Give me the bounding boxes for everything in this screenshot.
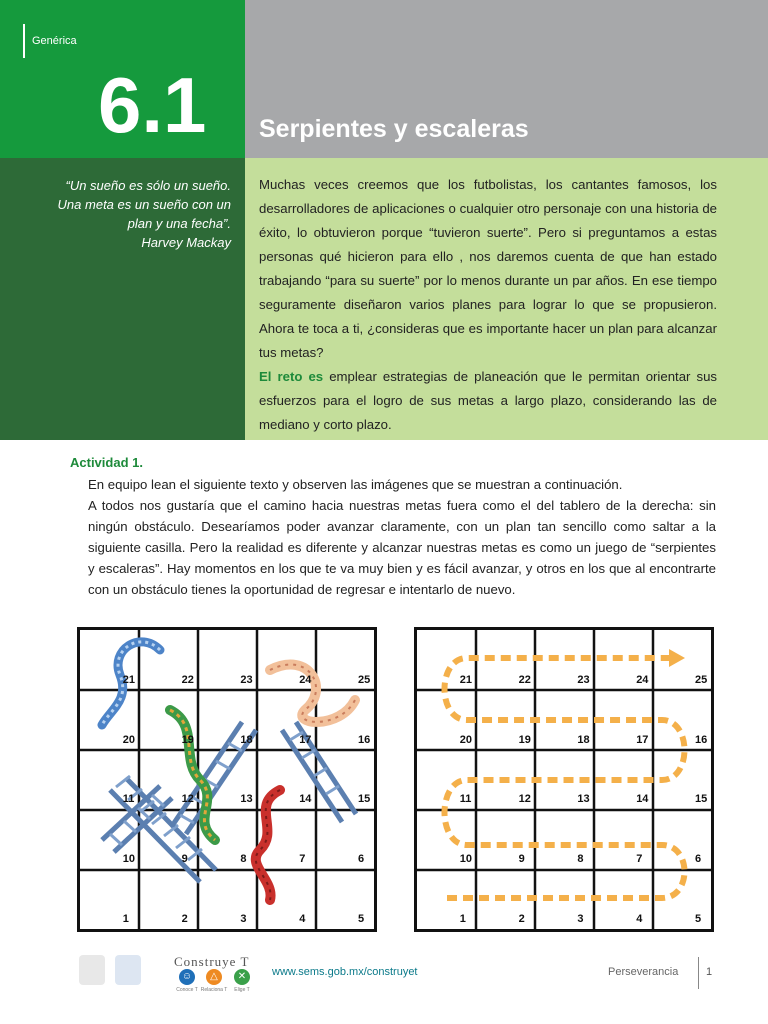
quote-line: “Un sueño es sólo un sueño. (65, 178, 231, 193)
quote-line: plan y una fecha”. (127, 216, 231, 231)
category-label: Genérica (32, 35, 77, 47)
board-cell-number: 25 (695, 673, 708, 686)
board-cell-number: 18 (577, 733, 590, 746)
board-cell-number: 20 (122, 733, 136, 746)
board-cell-number: 14 (299, 793, 312, 806)
board-cell-number: 12 (181, 793, 194, 806)
section-number: 6.1 (98, 61, 207, 149)
board-cell-number: 11 (459, 793, 472, 806)
activity-paragraph: A todos nos gustaría que el camino hacia nuestras metas fuera como el del tablero de la derecha: sin ningún obstáculo. Desearíamos poder avanzar claramente, con un plan tan sencillo como saltar a la siguiente casilla. Pero la realidad es diferente y alcanzar nuestras metas es como un juego de “serpientes y escaleras”. Hay momentos en los que te va muy bien y es fácil avanzar, y otros en los que al encontrarte con un obstáculo tienes la oportunidad de regresar e intentarlo de nuevo. (88, 498, 716, 597)
board-cell-number: 3 (240, 913, 247, 925)
board-cell-number: 9 (518, 853, 525, 866)
board-cell-number: 21 (459, 673, 473, 686)
board-cell-number: 9 (181, 853, 188, 866)
board-cell-number: 25 (358, 673, 371, 686)
footer-url[interactable]: www.sems.gob.mx/construyet (272, 966, 418, 978)
quote (21, 176, 231, 252)
sep-seal-icon (79, 955, 105, 985)
board-cell-number: 18 (240, 733, 253, 746)
board-cell-number: 1 (122, 913, 129, 925)
reto-text: emplear estrategias de planeación que le permitan orientar sus esfuerzos para el logro de sus metas a largo plazo, considerando las de mediano y corto plazo. (259, 369, 717, 432)
footer-section: Perseverancia (608, 966, 679, 978)
board-cell-number: 15 (358, 793, 371, 806)
board-cell-number: 24 (299, 673, 312, 686)
board-cell-number: 3 (577, 913, 584, 925)
reto-label: El reto es (259, 369, 324, 384)
board-cell-number: 15 (695, 793, 708, 806)
activity-instruction: En equipo lean el siguiente texto y observen las imágenes que se muestran a continuación. (88, 477, 623, 492)
board-cell-number: 7 (636, 853, 643, 866)
board-cell-number: 6 (695, 853, 702, 866)
elige-t-label: Elige T (234, 987, 250, 993)
board-cell-number: 4 (636, 913, 643, 925)
intro-text (259, 173, 717, 437)
activity-title: Actividad 1. (70, 455, 143, 470)
category-divider (23, 24, 25, 58)
board-cell-number: 20 (459, 733, 473, 746)
board-cell-number: 22 (181, 673, 194, 686)
board-cell-number: 8 (240, 853, 247, 866)
board-cell-number: 8 (577, 853, 584, 866)
intro-paragraph: Muchas veces creemos que los futbolistas, los cantantes famosos, los desarrolladores de aplicaciones o cualquier otro personaje con una historia de éxito, lo obtuvieron porque “tuvieron suerte”. Pero si preguntamos a estas personas qué hicieron para ello , nos daremos cuenta de que han estado trabajando “para su suerte” por lo menos durante un par años. En ese tiempo seguramente diseñaron varios planes para lograr lo que se propusieron. Ahora te toca a ti, ¿consideras que es importante hacer un plan para alcanzar tus metas? (259, 177, 717, 360)
elige-t-icon: ✕ (234, 969, 250, 985)
activity-text (88, 474, 716, 600)
board-cell-number: 11 (122, 793, 135, 806)
board-cell-number: 16 (358, 733, 371, 746)
footer-divider (698, 957, 699, 989)
relaciona-t-label: Relaciona T (200, 987, 228, 993)
board-cell-number: 13 (577, 793, 590, 806)
board-cell-number: 2 (518, 913, 525, 925)
board-cell-number: 14 (636, 793, 649, 806)
relaciona-t-icon: △ (206, 969, 222, 985)
quote-line: Una meta es un sueño con un (57, 197, 231, 212)
board-cell-number: 6 (358, 853, 365, 866)
board-cell-number: 17 (299, 733, 312, 746)
board-cell-number: 12 (518, 793, 531, 806)
board-cell-number: 21 (122, 673, 136, 686)
board-cell-number: 19 (518, 733, 531, 746)
board-cell-number: 23 (577, 673, 590, 686)
construye-t-logo: Construye T (174, 954, 250, 969)
board-cell-number: 16 (695, 733, 708, 746)
board-cell-number: 7 (299, 853, 306, 866)
quote-panel (0, 158, 245, 440)
board-cell-number: 17 (636, 733, 649, 746)
undp-logo-icon (115, 955, 141, 985)
snakes-ladders-board (77, 627, 377, 932)
arrow-head-icon (669, 649, 685, 667)
board-cell-number: 4 (299, 913, 306, 925)
intro-panel (245, 158, 768, 440)
conoce-t-icon: ☺ (179, 969, 195, 985)
board-cell-number: 5 (358, 913, 365, 925)
board-cell-number: 10 (459, 853, 473, 866)
board-cell-number: 22 (518, 673, 531, 686)
page-title: Serpientes y escaleras (259, 115, 529, 143)
board-cell-number: 5 (695, 913, 702, 925)
quote-author: Harvey Mackay (141, 235, 231, 250)
board-cell-number: 24 (636, 673, 649, 686)
board-cell-number: 19 (181, 733, 194, 746)
conoce-t-label: Conoce T (176, 987, 198, 993)
board-cell-number: 13 (240, 793, 253, 806)
board-cell-number: 10 (122, 853, 136, 866)
board-cell-number: 1 (459, 913, 466, 925)
board-cell-number: 23 (240, 673, 253, 686)
progress-path (445, 658, 685, 898)
straight-path-board (414, 627, 714, 932)
board-cell-number: 2 (181, 913, 188, 925)
page-number: 1 (706, 966, 713, 978)
